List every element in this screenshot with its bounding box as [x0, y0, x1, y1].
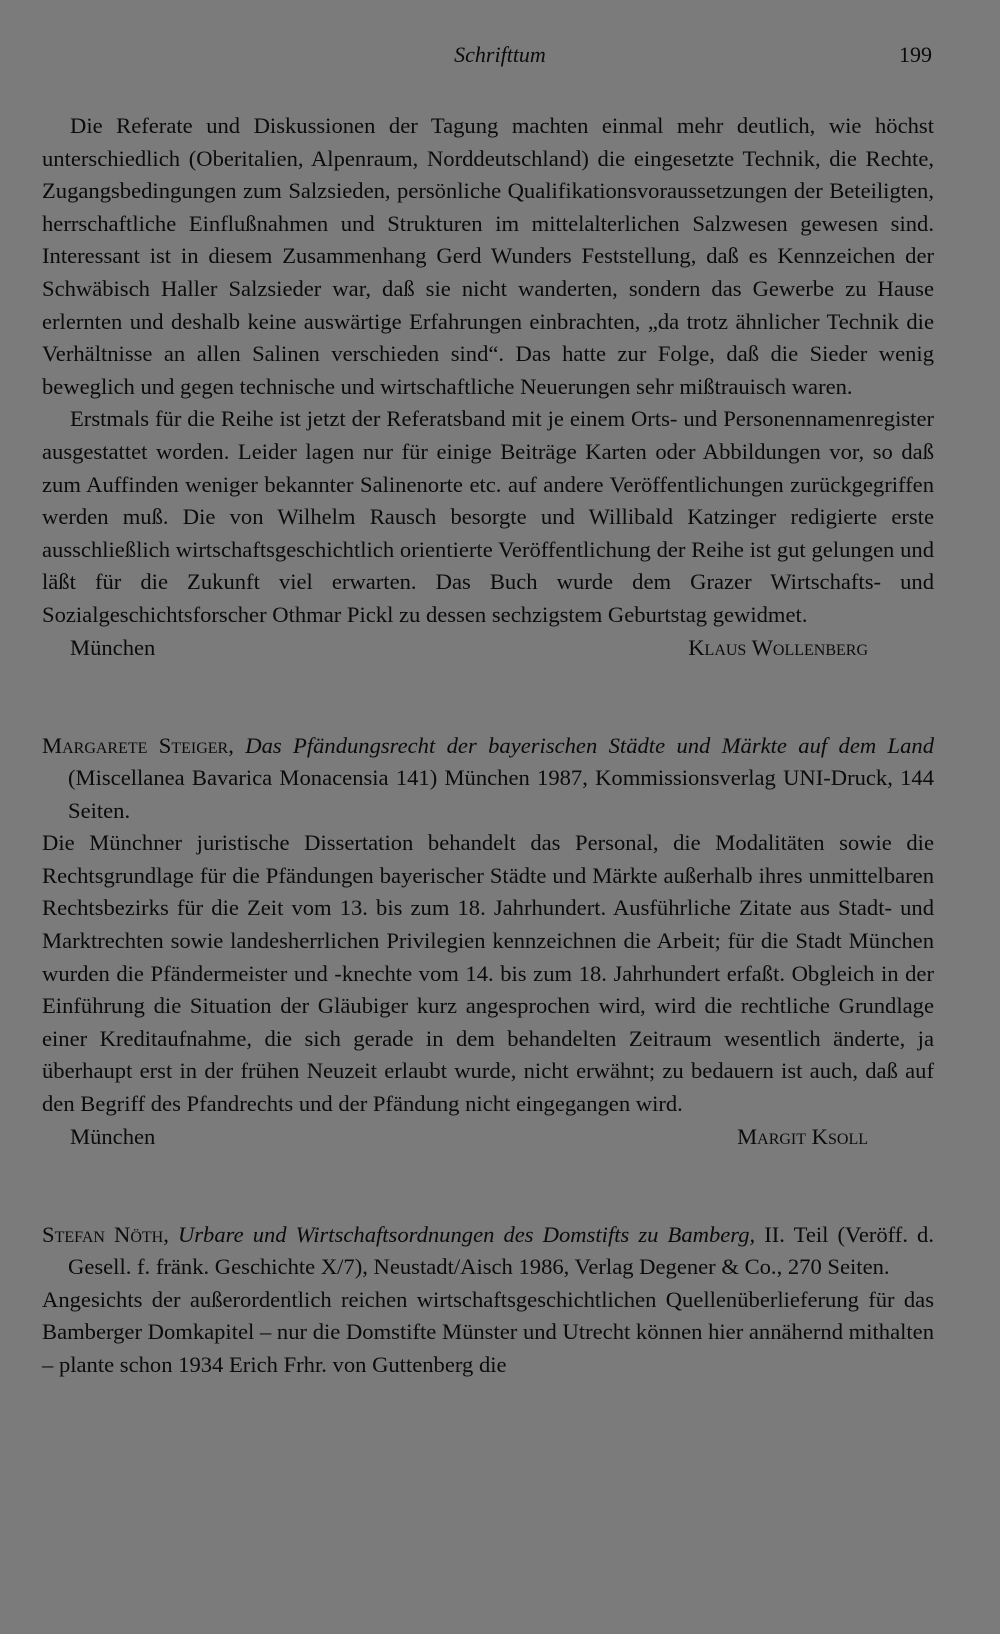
book-author: Margarete Steiger,	[42, 732, 234, 758]
review-wollenberg	[42, 110, 934, 665]
book-details: (Miscellanea Bavarica Monacensia 141) München 1987, Kommissionsverlag UNI-Druck, 144 Seiten.	[68, 765, 934, 823]
bibliographic-entry	[42, 730, 934, 828]
text-column	[42, 110, 934, 1382]
signature-place: München	[70, 1123, 156, 1149]
signature-line	[42, 632, 934, 665]
book-title: Urbare und Wirtschaftsordnungen des Domstifts zu Bamberg,	[177, 1221, 756, 1247]
signature-place: München	[70, 634, 156, 660]
review-noeth	[42, 1219, 934, 1382]
book-title: Das Pfändungsrecht der bayerischen Städte und Märkte auf dem Land	[245, 732, 935, 758]
signature-line	[42, 1121, 934, 1154]
reviewer-name: Margit Ksoll	[737, 1123, 868, 1149]
bibliographic-entry	[42, 1219, 934, 1284]
book-details: II. Teil (Veröff. d. Gesell. f. fränk. Geschichte X/7), Neustadt/Aisch 1986, Verlag Degener & Co., 270 Seiten.	[68, 1221, 934, 1280]
section-spacer	[42, 1154, 934, 1219]
section-spacer	[42, 665, 934, 730]
review-text: Die Münchner juristische Dissertation behandelt das Personal, die Modalitäten sowie die Rechtsgrundlage für die Pfändungen bayerischer Städte und Märkte außerhalb ihres unmittelbaren Rechtsbezirks für die Zeit vom 13. bis zum 18. Jahrhundert. Ausführliche Zitate aus Stadt- und Marktrechten sowie landesherrlichen Privilegien kennzeichnen die Arbeit; für die Stadt München wurden die Pfändermeister und -knechte vom 14. bis zum 18. Jahrhundert erfaßt. Obgleich in der Einführung die Situation der Gläubiger kurz angesprochen wird, wird die rechtliche Grundlage einer Kreditaufnahme, die sich gerade in dem behandelten Zeitraum wesentlich änderte, ja überhaupt erst in der frühen Neuzeit erlaubt wurde, nicht erwähnt; zu bedauern ist auch, daß auf den Begriff des Pfandrechts und der Pfändung nicht eingegangen wird.	[42, 830, 934, 1117]
paragraph: Die Referate und Diskussionen der Tagung machten einmal mehr deutlich, wie höchst unterschiedlich (Oberitalien, Alpenraum, Norddeutschland) die eingesetzte Technik, die Rechte, Zugangsbedingungen zum Salzsieden, persönliche Qualifikationsvoraussetzungen der Beteiligten, herrschaftliche Einflußnahmen und Strukturen im mittelalterlichen Salzwesen gewesen sind. Interessant ist in diesem Zusammenhang Gerd Wunders Feststellung, daß es Kennzeichen der Schwäbisch Haller Salzsieder war, daß sie nicht wanderten, sondern das Gewerbe zu Hause erlernten und deshalb keine auswärtige Erfahrungen einbrachten, „da trotz ähnlicher Technik die Verhältnisse an allen Salinen verschieden sind“. Das hatte zur Folge, daß die Sieder wenig beweglich und gegen technische und wirtschaftliche Neuerungen sehr mißtrauisch waren.	[42, 113, 934, 399]
paragraph: Erstmals für die Reihe ist jetzt der Referatsband mit je einem Orts- und Personennamenregister ausgestattet worden. Leider lagen nur für einige Beiträge Karten oder Abbildungen vor, so daß zum Auffinden weniger bekannter Salinenorte etc. auf andere Veröffentlichungen zurückgegriffen werden muß. Die von Wilhelm Rausch besorgte und Willibald Katzinger redigierte erste ausschließlich wirtschaftsgeschichtlich orientierte Veröffentlichung der Reihe ist gut gelungen und läßt für die Zukunft viel erwarten. Das Buch wurde dem Grazer Wirtschafts- und Sozialgeschichtsforscher Othmar Pickl zu dessen sechzigstem Geburtstag gewidmet.	[42, 406, 934, 627]
reviewer-name: Klaus Wollenberg	[688, 634, 868, 660]
book-author: Stefan Nöth,	[42, 1221, 169, 1247]
page-number: 199	[899, 42, 932, 67]
running-title: Schrifttum	[454, 42, 546, 67]
review-steiger	[42, 730, 934, 1154]
review-text: Angesichts der außerordentlich reichen wirtschaftsgeschichtlichen Quellenüberlieferung für das Bamberger Domkapitel – nur die Domstifte Münster und Utrecht können hier annähernd mithalten – plante schon 1934 Erich Frhr. von Guttenberg die	[42, 1286, 934, 1377]
running-header	[0, 42, 1000, 78]
